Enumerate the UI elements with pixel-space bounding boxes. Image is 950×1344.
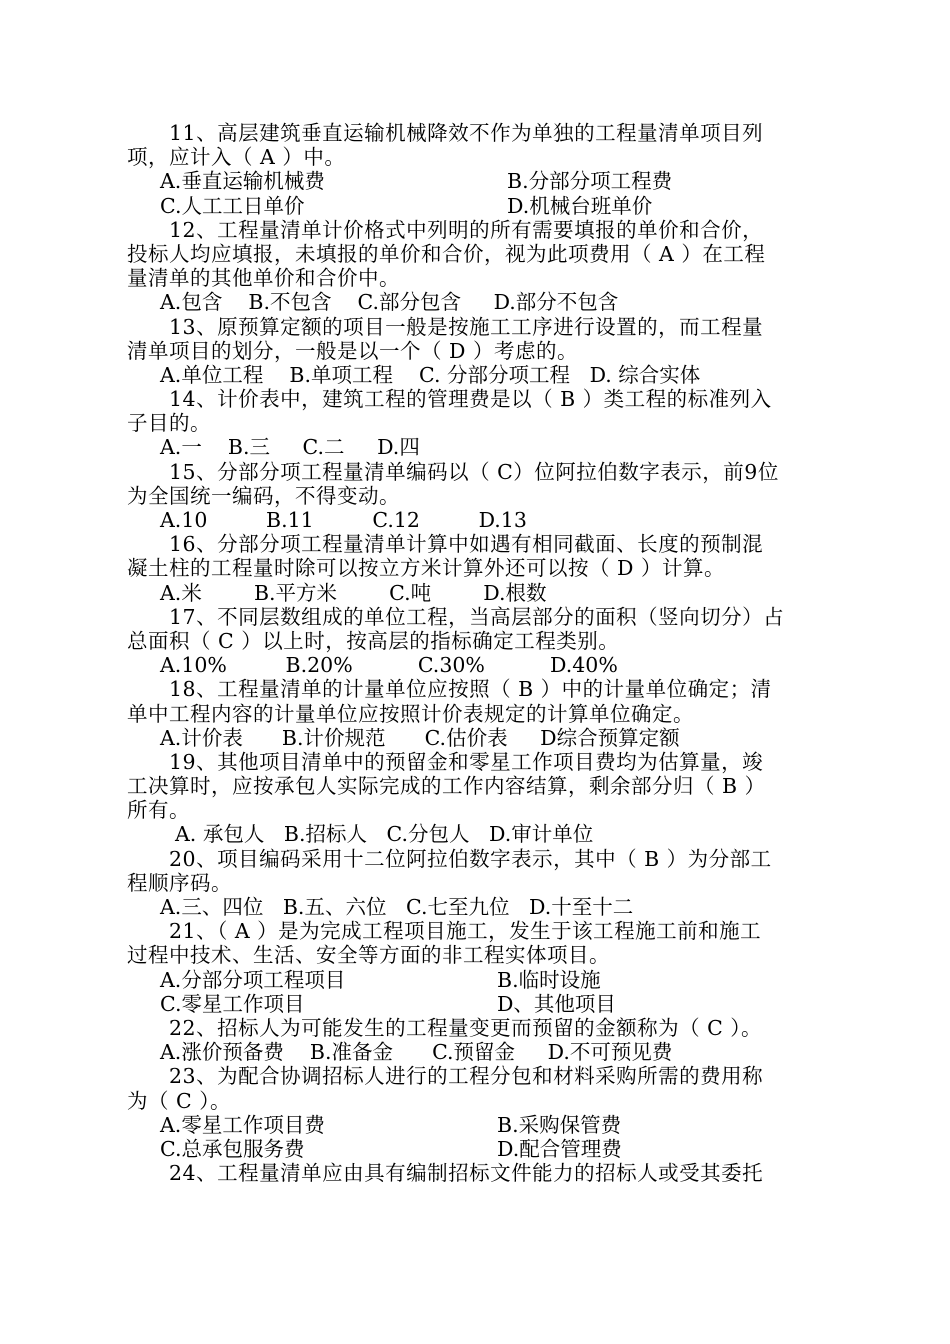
- answer-options: A.单位工程 B.单项工程 C. 分部分项工程 D. 综合实体: [160, 362, 701, 387]
- answer-options-row: [127, 169, 827, 193]
- answer-option: C.总承包服务费: [160, 1136, 305, 1161]
- question-text-line: 子目的。: [127, 411, 211, 436]
- question-block: [127, 532, 827, 605]
- question-block: [127, 1064, 827, 1161]
- question-block: [127, 218, 827, 315]
- answer-options: A.三、四位 B.五、六位 C.七至九位 D.十至十二: [160, 895, 634, 919]
- question-block: [127, 460, 827, 533]
- question-text-line: 过程中技术、生活、安全等方面的非工程实体项目。: [127, 943, 610, 968]
- answer-option: D.配合管理费: [497, 1136, 622, 1161]
- question-text-line: 量清单的其他单价和合价中。: [127, 266, 400, 291]
- question-text-line: 总面积（ C ）以上时，按高层的指标确定工程类别。: [127, 628, 620, 653]
- question-text-line: 凝土柱的工程量时除可以按立方米计算外还可以按（ D ）计算。: [127, 556, 725, 581]
- question-block: [127, 605, 827, 678]
- answer-option: A.垂直运输机械费: [160, 169, 325, 194]
- answer-options: A.一 B.三 C.二 D.四: [160, 435, 420, 460]
- answer-options: A.计价表 B.计价规范 C.估价表 D综合预算定额: [160, 725, 680, 750]
- question-text-line: 清单项目的划分，一般是以一个（ D ）考虑的。: [127, 338, 578, 363]
- question-block: [127, 750, 827, 847]
- question-text-line: 23、为配合协调招标人进行的工程分包和材料采购所需的费用称: [127, 1064, 764, 1089]
- answer-options-row: [127, 194, 827, 218]
- answer-options-row: [127, 1137, 827, 1161]
- answer-options-row: [127, 1113, 827, 1137]
- question-text-line: 24、工程量清单应由具有编制招标文件能力的招标人或受其委托: [127, 1161, 764, 1186]
- question-text-line: 12、工程量清单计价格式中列明的所有需要填报的单价和合价，: [127, 217, 764, 242]
- answer-options: A. 承包人 B.招标人 C.分包人 D.审计单位: [175, 822, 594, 847]
- answer-option: C.人工工日单价: [160, 193, 305, 218]
- question-text-line: 17、不同层数组成的单位工程，当高层部分的面积（竖向切分）占: [127, 604, 785, 629]
- answer-options-row: [127, 968, 827, 992]
- question-text-line: 14、计价表中，建筑工程的管理费是以（ B ）类工程的标准列入: [127, 387, 772, 412]
- question-text-line: 22、招标人为可能发生的工程量变更而预留的金额称为（ C ）。: [127, 1015, 763, 1040]
- question-text-line: 为全国统一编码，不得变动。: [127, 483, 400, 508]
- question-text-line: 单中工程内容的计量单位应按照计价表规定的计算单位确定。: [127, 701, 694, 726]
- answer-options: A.10% B.20% C.30% D.40%: [160, 653, 618, 678]
- question-text-line: 15、分部分项工程量清单编码以（ C）位阿拉伯数字表示，前9位: [127, 459, 779, 484]
- answer-option: A.分部分项工程项目: [160, 967, 346, 992]
- question-block: [127, 919, 827, 1016]
- question-text-line: 11、高层建筑垂直运输机械降效不作为单独的工程量清单项目列: [127, 121, 764, 145]
- answer-options-row: [127, 992, 827, 1016]
- answer-option: B.采购保管费: [497, 1112, 622, 1137]
- question-block: [127, 847, 827, 920]
- question-block: [127, 677, 827, 750]
- question-text-line: 工决算时，应按承包人实际完成的工作内容结算，剩余部分归（ B ）: [127, 774, 766, 799]
- answer-options: A.涨价预备费 B.准备金 C.预留金 D.不可预见费: [160, 1040, 673, 1065]
- question-block: [127, 387, 827, 460]
- answer-options: A.包含 B.不包含 C.部分包含 D.部分不包含: [160, 290, 619, 315]
- question-text-line: 21、（ A ）是为完成工程项目施工，发生于该工程施工前和施工: [127, 919, 762, 944]
- document-page: [127, 121, 827, 1185]
- question-block: [127, 315, 827, 388]
- question-block: [127, 1161, 827, 1185]
- question-block: [127, 121, 827, 218]
- answer-options: A.10 B.11 C.12 D.13: [160, 508, 527, 532]
- question-text-line: 项，应计入（ A ）中。: [127, 145, 346, 170]
- question-text-line: 19、其他项目清单中的预留金和零星工作项目费均为估算量，竣: [127, 749, 764, 774]
- question-text-line: 所有。: [127, 798, 190, 823]
- answer-option: D、其他项目: [497, 991, 616, 1016]
- answer-option: A.零星工作项目费: [160, 1112, 325, 1137]
- answer-option: D.机械台班单价: [507, 193, 653, 218]
- answer-option: C.零星工作项目: [160, 991, 305, 1016]
- question-text-line: 投标人均应填报，未填报的单价和合价，视为此项费用（ A ）在工程: [127, 241, 766, 266]
- question-text-line: 13、原预算定额的项目一般是按施工工序进行设置的，而工程量: [127, 314, 764, 339]
- question-text-line: 为（ C ）。: [127, 1088, 231, 1113]
- answer-option: B.分部分项工程费: [507, 169, 673, 194]
- question-text-line: 程顺序码。: [127, 870, 232, 895]
- question-text-line: 20、项目编码采用十二位阿拉伯数字表示，其中（ B ）为分部工: [127, 846, 772, 871]
- question-text-line: 16、分部分项工程量清单计算中如遇有相同截面、长度的预制混: [127, 532, 764, 557]
- question-block: [127, 1016, 827, 1064]
- answer-options: A.米 B.平方米 C.吨 D.根数: [160, 580, 547, 605]
- question-text-line: 18、工程量清单的计量单位应按照（ B ）中的计量单位确定；清: [127, 677, 772, 702]
- answer-option: B.临时设施: [497, 967, 601, 992]
